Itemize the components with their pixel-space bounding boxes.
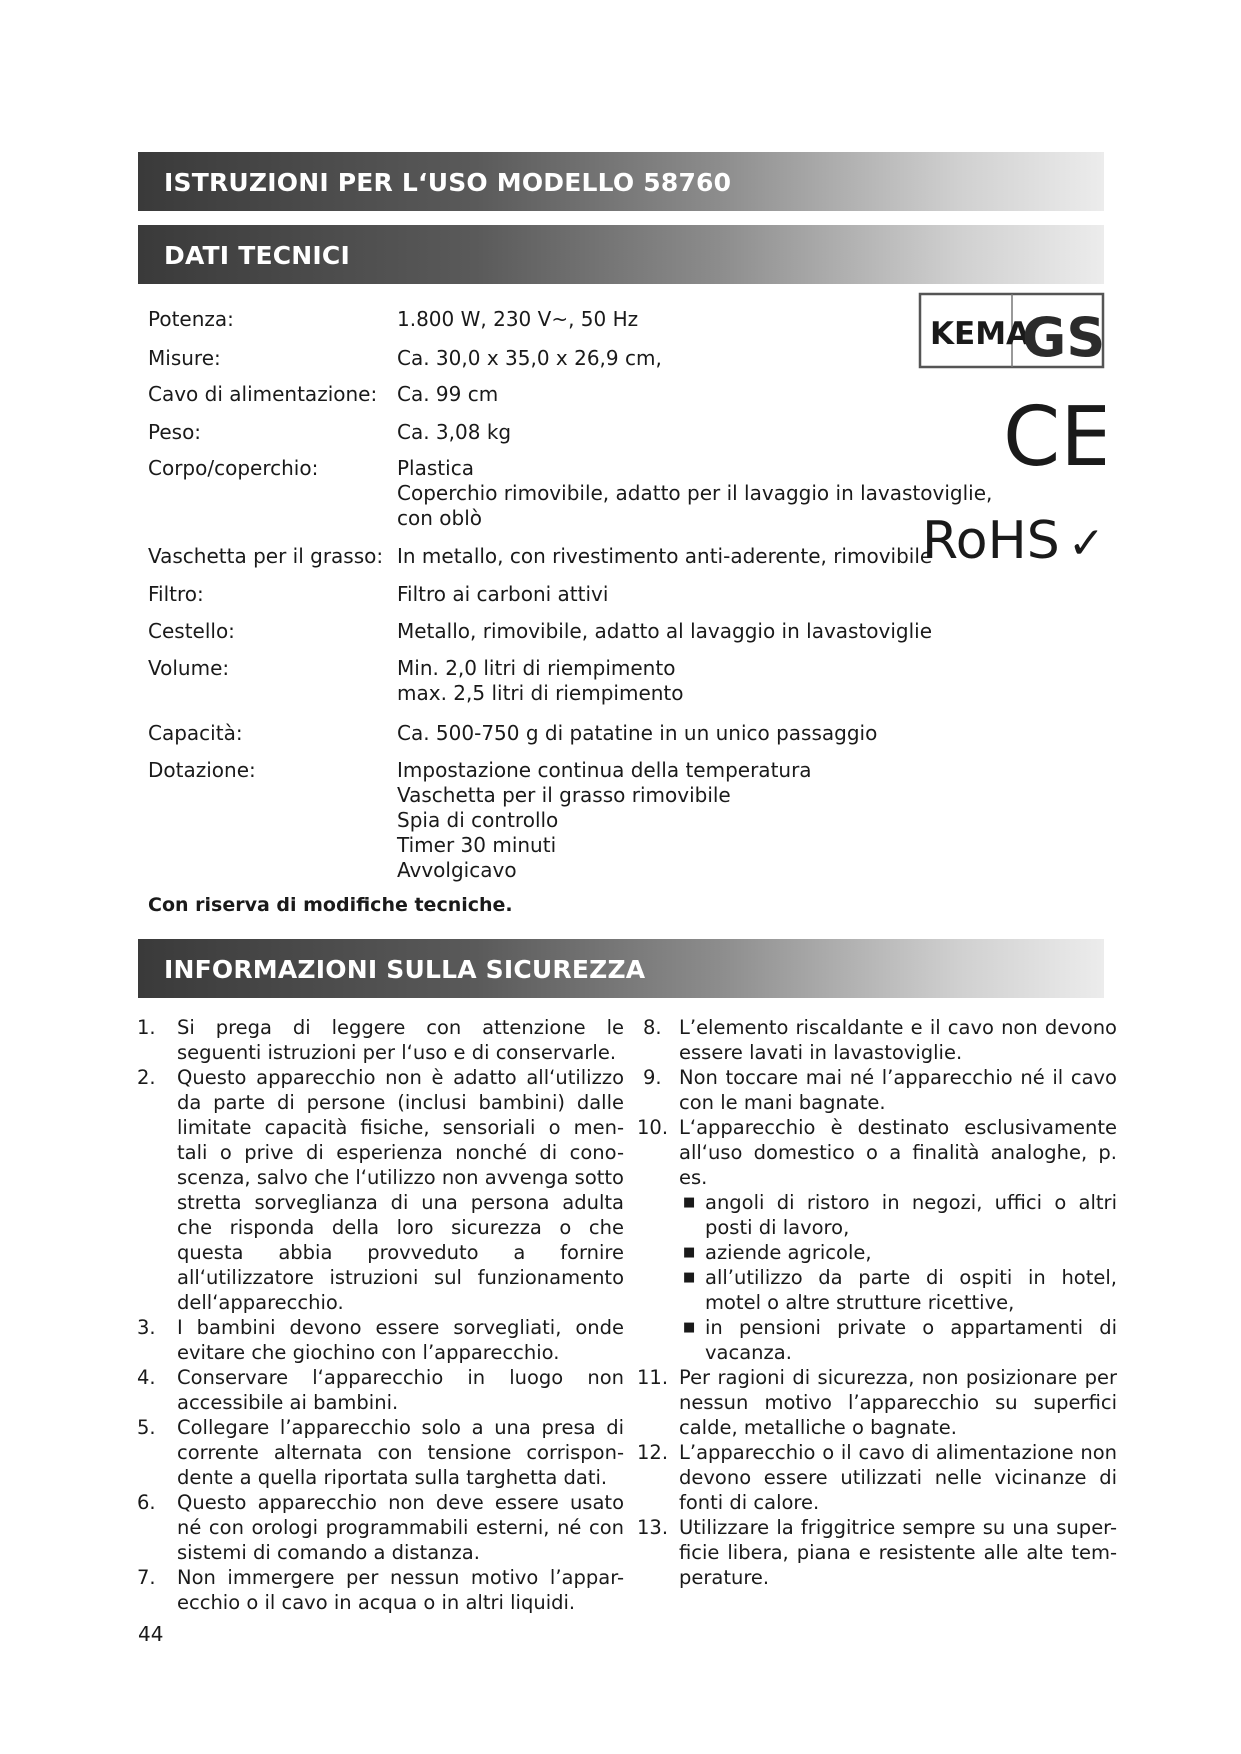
kema-gs-logo — [918, 292, 1105, 369]
safety-sub-item-text: in pensioni private o appartamenti di vacanza. — [705, 1316, 1117, 1364]
spec-value-dimensions: Ca. 30,0 x 35,0 x 26,9 cm, — [397, 346, 662, 370]
page-number: 44 — [138, 1622, 164, 1646]
spec-value-basket: Metallo, rimovibile, adatto al lavaggio in lavastoviglie — [397, 619, 933, 643]
safety-item-text: L‘apparecchio è destinato esclusivamente all‘uso domestico o a finalità analoghe, p. es. — [679, 1116, 1117, 1189]
safety-item-text: Questo apparecchio non deve essere usato né con orologi programmabili esterni, né con sistemi di comando a distanza. — [177, 1491, 624, 1564]
spec-value-power: 1.800 W, 230 V~, 50 Hz — [397, 307, 639, 331]
safety-item-number: 4. — [137, 1366, 156, 1389]
safety-item-number: 12. — [637, 1441, 669, 1464]
safety-item-number: 6. — [137, 1491, 156, 1514]
safety-item — [137, 1490, 624, 1565]
spec-value-body-1: Plastica — [397, 456, 474, 480]
safety-item — [637, 1440, 1117, 1515]
spec-value-equipment-4: Timer 30 minuti — [397, 833, 557, 857]
spec-value-cable: Ca. 99 cm — [397, 382, 499, 406]
rohs-check-icon: ✓ — [1068, 518, 1105, 566]
safety-item-number: 2. — [137, 1066, 156, 1089]
safety-item-number: 1. — [137, 1016, 156, 1039]
spec-value-body-3: con oblò — [397, 506, 482, 530]
spec-label-cable: Cavo di alimentazione: — [148, 382, 378, 406]
kema-logo-text: KEMA — [930, 316, 1031, 352]
safety-list-right — [637, 1015, 1117, 1590]
spec-label-capacity: Capacità: — [148, 721, 243, 745]
safety-sub-item-text: angoli di ristoro in negozi, uffici o altri posti di lavoro, — [705, 1191, 1117, 1239]
spec-value-equipment-5: Avvolgicavo — [397, 858, 517, 882]
rohs-logo — [922, 506, 1105, 566]
spec-value-equipment-1: Impostazione continua della temperatura — [397, 758, 812, 782]
safety-list-left — [137, 1015, 624, 1615]
safety-item-text: Non toccare mai né l’apparecchio né il cavo con le mani bagnate. — [679, 1066, 1117, 1114]
spec-label-equipment: Dotazione: — [148, 758, 256, 782]
spec-value-filter: Filtro ai carboni attivi — [397, 582, 609, 606]
safety-item-number: 3. — [137, 1316, 156, 1339]
safety-item — [137, 1315, 624, 1365]
safety-item — [637, 1065, 1117, 1115]
safety-sub-item-text: aziende agricole, — [705, 1241, 872, 1264]
bullet-icon: ■ — [683, 1195, 696, 1210]
spec-value-grease-tray: In metallo, con rivestimento anti-aderente, rimovibile — [397, 544, 933, 568]
safety-sub-item — [679, 1240, 1117, 1265]
safety-heading: INFORMAZIONI SULLA SICUREZZA — [164, 955, 646, 984]
spec-value-equipment-3: Spia di controllo — [397, 808, 559, 832]
safety-item-text: I bambini devono essere sorvegliati, onde evitare che giochino con l’apparecchio. — [177, 1316, 624, 1364]
safety-item-number: 11. — [637, 1366, 669, 1389]
safety-item-number: 7. — [137, 1566, 156, 1589]
technical-changes-note: Con riserva di modifiche tecniche. — [148, 894, 513, 916]
safety-item-number: 8. — [643, 1016, 662, 1039]
safety-item — [637, 1365, 1117, 1440]
spec-label-basket: Cestello: — [148, 619, 235, 643]
spec-value-volume-min: Min. 2,0 litri di riempimento — [397, 656, 676, 680]
safety-item — [637, 1515, 1117, 1590]
safety-item-text: Collegare l’apparecchio solo a una presa di corrente alternata con tensione corrispon- dente a quella riportata sulla targhetta dati. — [177, 1416, 624, 1489]
safety-item-text: Per ragioni di sicurezza, non posizionare per nessun motivo l’apparecchio su superfici calde, metalliche o bagnate. — [679, 1366, 1117, 1439]
safety-item-text: Questo apparecchio non è adatto all‘utilizzo da parte di persone (inclusi bambini) dalle limitate capacità fisiche, sensoriali o men- tali o prive di esperienza nonché di cono- scenza, salvo che l‘utilizzo non avvenga sotto stretta sorveglianza di una persona adulta che risponda della loro sicurezza o che questa abbia provveduto a fornire all‘utilizzatore istruzioni sul funzionamento dell‘apparecchio. — [177, 1066, 624, 1314]
bullet-icon: ■ — [683, 1245, 696, 1260]
safety-item-text: Si prega di leggere con attenzione le seguenti istruzioni per l‘uso e di conservarle. — [177, 1016, 624, 1064]
safety-item-number: 13. — [637, 1516, 669, 1539]
spec-label-power: Potenza: — [148, 307, 234, 331]
safety-item-number: 10. — [637, 1116, 669, 1139]
safety-item-text: Utilizzare la friggitrice sempre su una super- ficie libera, piana e resistente alle alte tem- perature. — [679, 1516, 1117, 1589]
safety-item-text: Non immergere per nessun motivo l’appar- ecchio o il cavo in acqua o in altri liquidi. — [177, 1566, 624, 1614]
spec-label-filter: Filtro: — [148, 582, 204, 606]
safety-item — [137, 1415, 624, 1490]
spec-value-body-2: Coperchio rimovibile, adatto per il lavaggio in lavastoviglie, — [397, 481, 993, 505]
spec-value-capacity: Ca. 500-750 g di patatine in un unico passaggio — [397, 721, 878, 745]
page-title-banner — [138, 152, 1104, 211]
safety-item-number: 9. — [643, 1066, 662, 1089]
page-title: ISTRUZIONI PER L‘USO MODELLO 58760 — [164, 168, 732, 197]
spec-value-weight: Ca. 3,08 kg — [397, 420, 512, 444]
tech-data-banner — [138, 225, 1104, 284]
safety-sub-item — [679, 1190, 1117, 1240]
spec-label-weight: Peso: — [148, 420, 202, 444]
safety-item — [637, 1015, 1117, 1065]
safety-item-text: Conservare l‘apparecchio in luogo non accessibile ai bambini. — [177, 1366, 624, 1414]
safety-item-text: L’elemento riscaldante e il cavo non devono essere lavati in lavastoviglie. — [679, 1016, 1117, 1064]
gs-logo-text: GS — [1022, 306, 1105, 369]
safety-item — [137, 1015, 624, 1065]
ce-mark-logo — [1003, 395, 1105, 473]
safety-sub-item-text: all’utilizzo da parte di ospiti in hotel, motel o altre strutture ricettive, — [705, 1266, 1117, 1314]
safety-item — [137, 1065, 624, 1315]
spec-label-volume: Volume: — [148, 656, 230, 680]
spec-label-body: Corpo/coperchio: — [148, 456, 319, 480]
bullet-icon: ■ — [683, 1320, 696, 1335]
safety-item — [137, 1365, 624, 1415]
tech-data-heading: DATI TECNICI — [164, 241, 350, 270]
bullet-icon: ■ — [683, 1270, 696, 1285]
rohs-logo-text: RoHS — [922, 511, 1060, 566]
safety-item — [137, 1565, 624, 1615]
spec-value-equipment-2: Vaschetta per il grasso rimovibile — [397, 783, 731, 807]
safety-item-text: L’apparecchio o il cavo di alimentazione non devono essere utilizzati nelle vicinanze di fonti di calore. — [679, 1441, 1117, 1514]
spec-label-grease-tray: Vaschetta per il grasso: — [148, 544, 384, 568]
ce-mark-text: CE — [1003, 395, 1105, 473]
safety-item — [637, 1115, 1117, 1365]
safety-sub-item — [679, 1265, 1117, 1315]
spec-label-dimensions: Misure: — [148, 346, 221, 370]
safety-sub-item — [679, 1315, 1117, 1365]
safety-banner — [138, 939, 1104, 998]
safety-item-number: 5. — [137, 1416, 156, 1439]
spec-value-volume-max: max. 2,5 litri di riempimento — [397, 681, 684, 705]
